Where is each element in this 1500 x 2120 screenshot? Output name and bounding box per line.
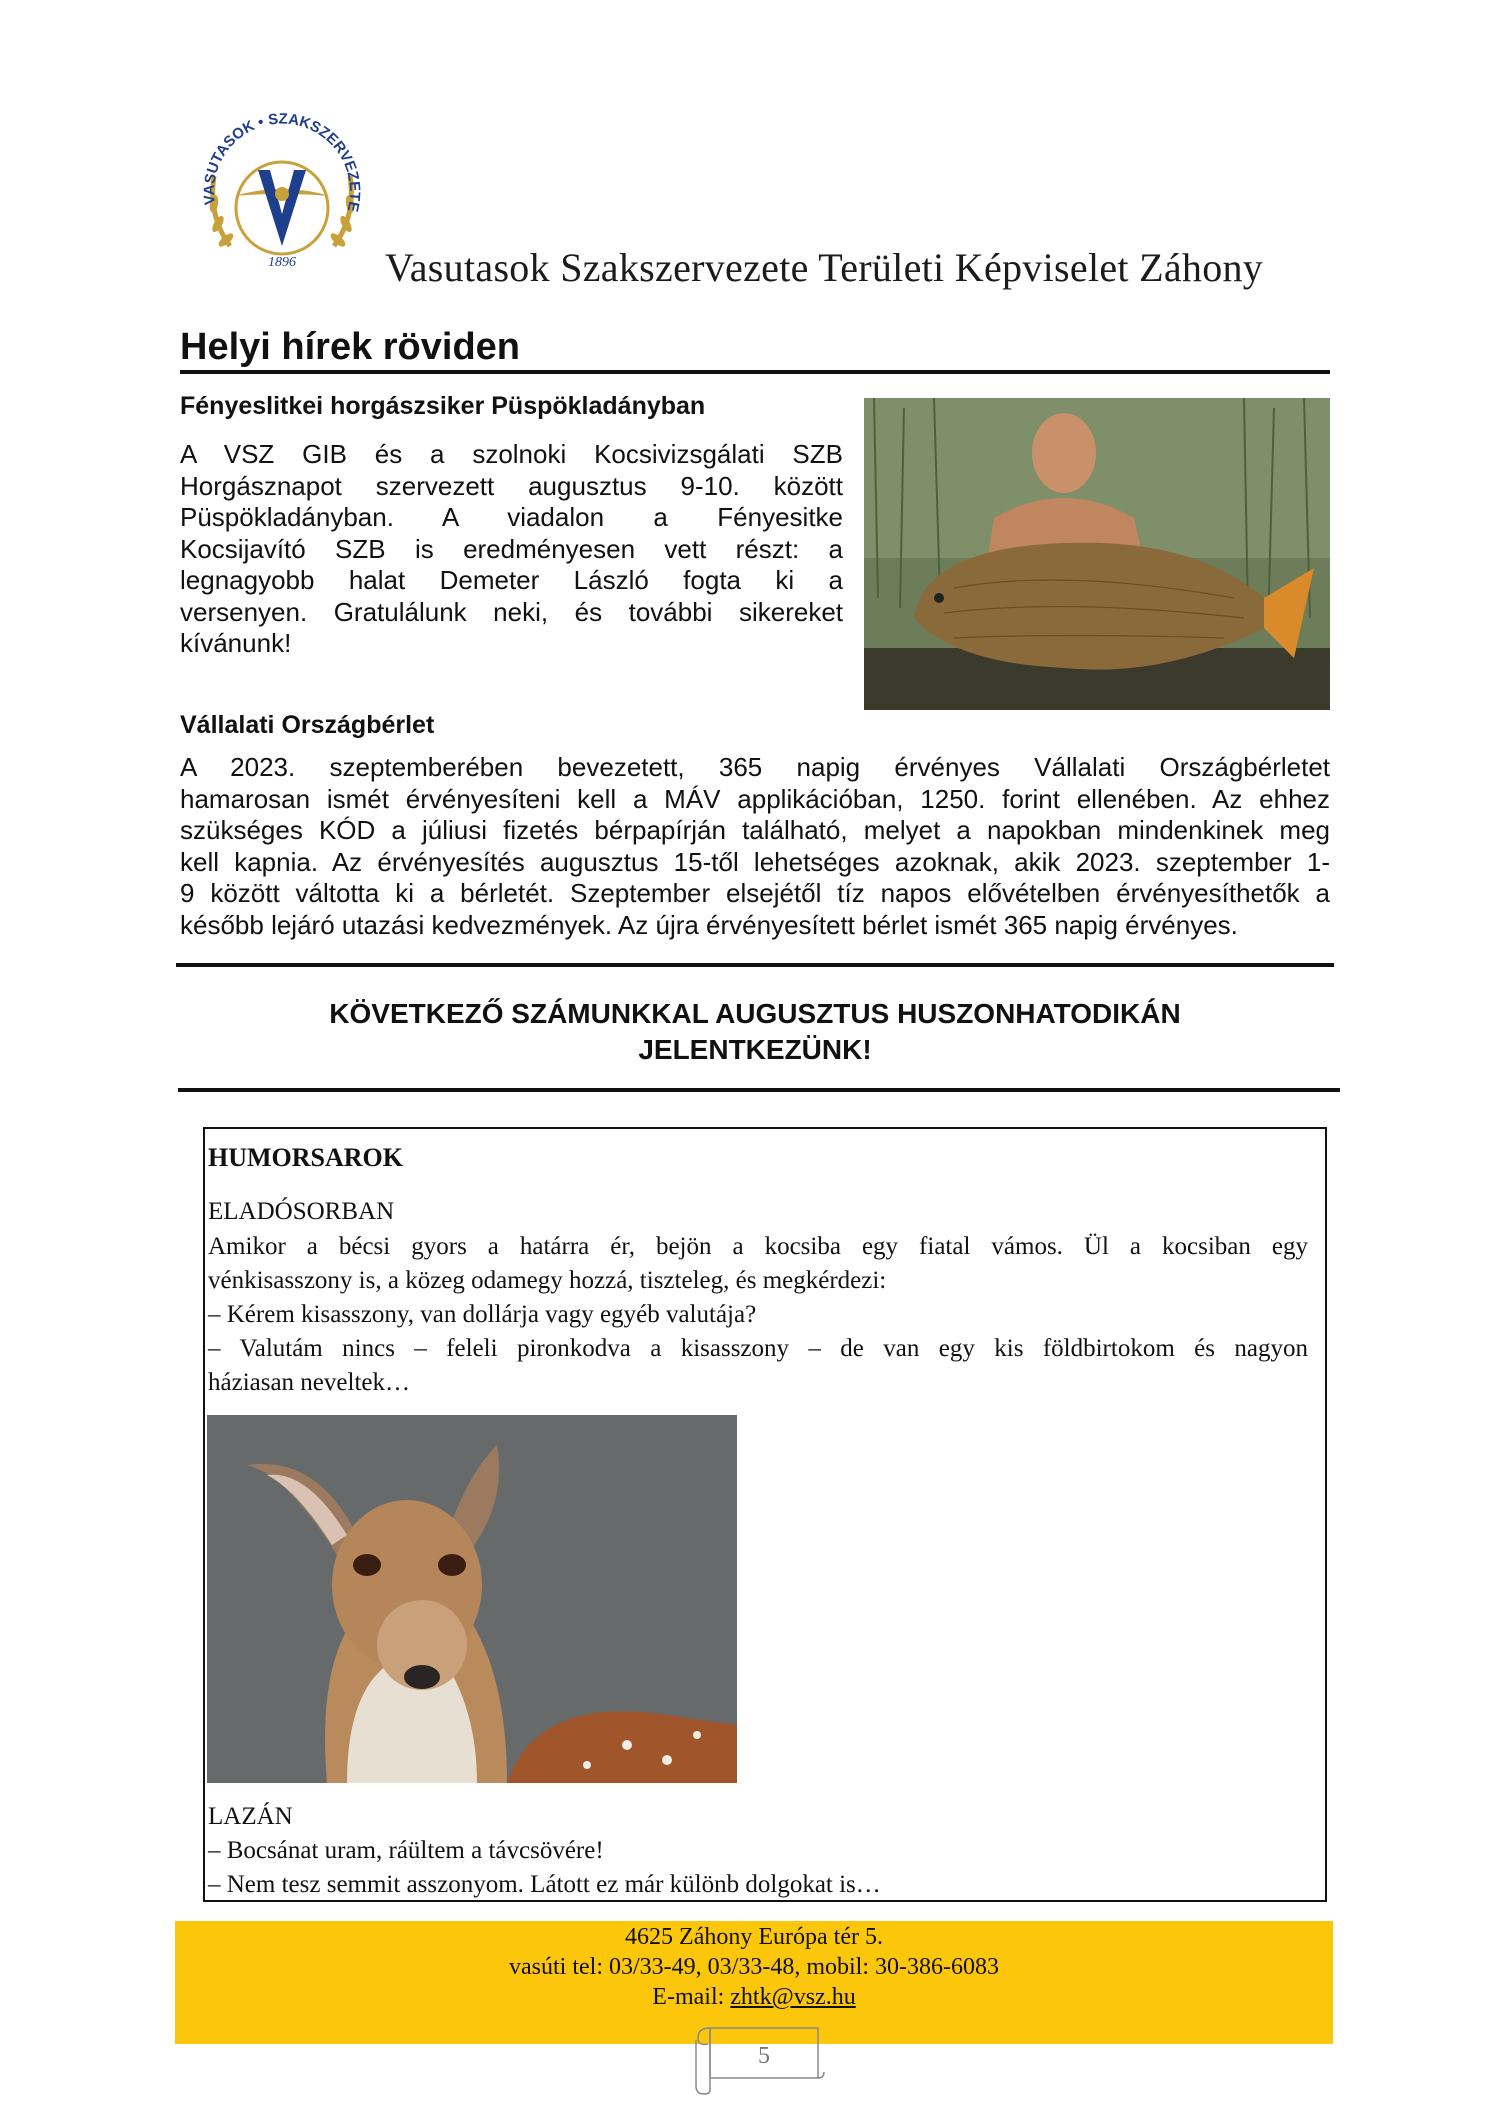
article2-line: hamarosan ismét érvényesíteni kell a MÁV applikációban, 1250. forint ellenében. Az ehhez (180, 783, 1330, 814)
joke-line: Amikor a bécsi gyors a határra ér, bejön a kocsiba egy fiatal vámos. Ül a kocsiban egy (208, 1233, 1308, 1260)
humor-title: HUMORSAROK (208, 1143, 403, 1172)
announcement-line1: KÖVETKEZŐ SZÁMUNKKAL AUGUSZTUS HUSZONHATODIKÁN (329, 998, 1181, 1029)
announcement-line2: JELENTKEZÜNK! (638, 1034, 872, 1065)
section-title: Helyi hírek röviden (180, 326, 521, 368)
svg-text:VASUTASOK • SZAKSZERVEZETE: VASUTASOK • SZAKSZERVEZETE (200, 110, 364, 214)
article2-line: szükséges KÓD a júliusi fizetés bérpapírján található, melyet a napokban mindenkinek meg (180, 815, 1330, 845)
article1-heading: Fényeslitkei horgászsiker Püspökladányban (180, 392, 706, 420)
divider-rule (178, 1088, 1340, 1092)
joke1-title: ELADÓSORBAN (208, 1198, 395, 1225)
page-number: 5 (758, 2043, 770, 2069)
article1-line: legnagyobb halat Demeter László fogta ki a (180, 565, 843, 595)
article1-line: A VSZ GIB és a szolnoki Kocsivizsgálati SZB (180, 439, 843, 469)
fisherman-with-carp-photo (864, 398, 1330, 710)
article2-line: 9 között váltotta ki a bérletét. Szeptember elsejétől tíz napos elővételben érvényesíthetők a (180, 878, 1330, 908)
footer-email-row (175, 1982, 1333, 2012)
footer-email-label: E-mail: (652, 1984, 731, 2010)
joke-line: – Kérem kisasszony, van dollárja vagy egyéb valutája? (208, 1301, 757, 1328)
joke1-text (208, 1230, 1308, 1400)
article2-line: kell kapnia. Az érvényesítés augusztus 15-től lehetséges azoknak, akik 2023. szeptember 1- (180, 846, 1330, 877)
joke-line: – Bocsánat uram, ráültem a távcsövére! (208, 1837, 604, 1864)
title-rule (180, 370, 1330, 374)
article1-line: kívánunk! (180, 628, 292, 658)
article2-body (180, 752, 1330, 941)
union-logo (188, 96, 376, 286)
email-link[interactable]: zhtk@vsz.hu (730, 1984, 856, 2010)
footer-phone: vasúti tel: 03/33-49, 03/33-48, mobil: 30-386-6083 (509, 1954, 999, 1980)
joke-line: háziasan neveltek… (208, 1369, 410, 1396)
article1-body (180, 439, 843, 660)
footer-address: 4625 Záhony Európa tér 5. (625, 1924, 883, 1950)
article2-heading: Vállalati Országbérlet (180, 711, 435, 739)
next-issue-announcement (180, 996, 1330, 1068)
joke-line: – Nem tesz semmit asszonyom. Látott ez már különb dolgokat is… (208, 1871, 881, 1898)
deer-photo (207, 1415, 737, 1783)
joke2 (208, 1800, 881, 1902)
divider-rule (176, 963, 1334, 967)
joke-line: vénkisasszony is, a közeg odamegy hozzá, tiszteleg, és megkérdezi: (208, 1267, 887, 1294)
page-number-scroll (690, 2020, 830, 2096)
article1-line: Püspökladányban. A viadalon a Fényesitke (180, 502, 843, 532)
article1-line: Kocsijavító SZB is eredményesen vett részt: a (180, 533, 843, 564)
article1-line: versenyen. Gratulálunk neki, és további sikereket (180, 596, 843, 627)
organization-title: Vasutasok Szakszervezete Területi Képviselet Záhony (385, 245, 1264, 290)
article2-line: később lejáró utazási kedvezmények. Az újra érvényesített bérlet ismét 365 napig érvényes. (180, 909, 1238, 940)
svg-text:1896: 1896 (268, 255, 296, 270)
joke2-title: LAZÁN (208, 1803, 293, 1830)
joke-line: – Valutám nincs – feleli pironkodva a kisasszony – de van egy kis földbirtokom és nagyon (208, 1335, 1308, 1362)
article2-line: A 2023. szeptemberében bevezetett, 365 napig érvényes Vállalati Országbérletet (180, 752, 1330, 782)
article1-line: Horgásznapot szervezett augusztus 9-10. között (180, 470, 843, 501)
